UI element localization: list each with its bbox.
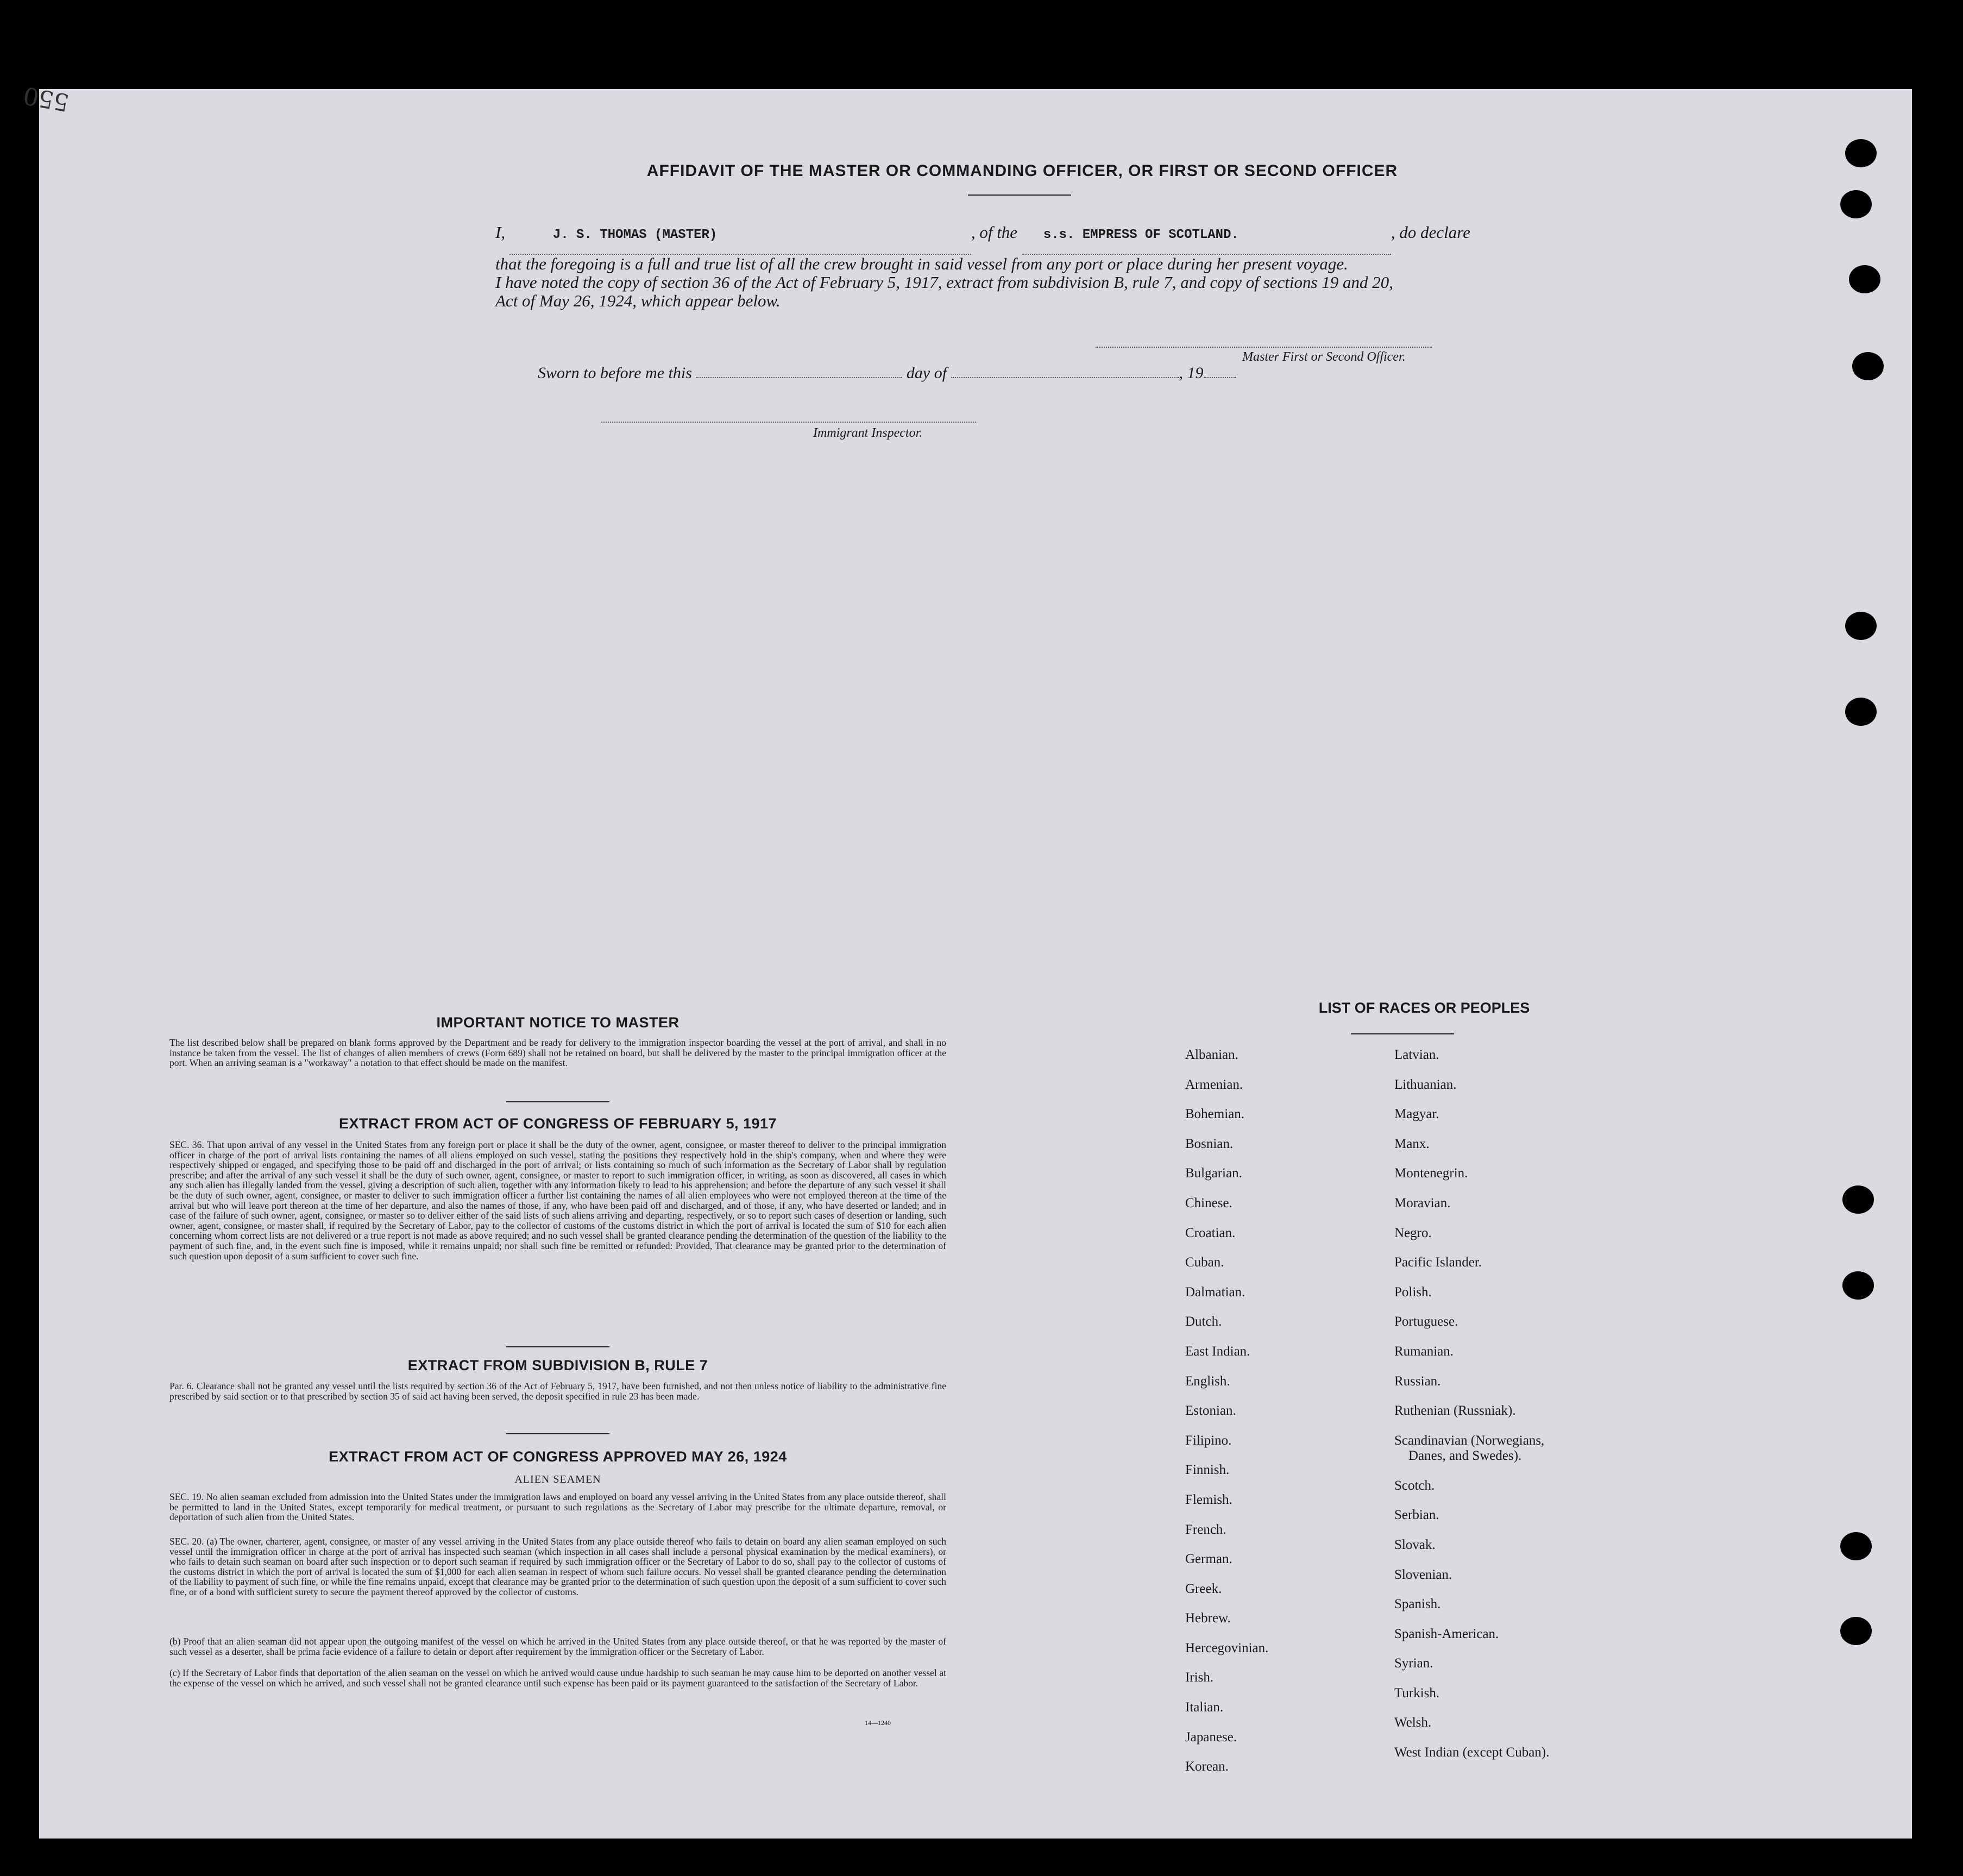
punch-hole — [1842, 1271, 1874, 1300]
extract-1917-title: EXTRACT FROM ACT OF CONGRESS OF FEBRUARY 5, 1917 — [338, 1115, 777, 1132]
extract-1917-text: SEC. 36. That upon arrival of any vessel in the United States from any foreign port or place it shall be the duty of the owner, agent, consignee, or master thereof to deliver to the principal immigration officer in charge of the port of arrival lists containing the names of all aliens employed on such vessel, stating the positions they respectively hold in the ship's company, when and where they were respectively shipped or engaged, and specifying those to be paid off and discharged in the port of arrival; or lists containing so much of such information as the Secretary of Labor shall by regulation prescribe; and after the arrival of any such vessel it shall be the duty of such owner, agent, consignee, or master to report to such immigration officer, in writing, as soon as discovered, all cases in which any such alien has illegally landed from the vessel, giving a description of such alien, together with any information likely to lead to his apprehension; and before the departure of any such vessel it shall be the duty of such owner, agent, consignee, or master to deliver to such immigration officer a further list containing the names of all alien employees who were not employed thereon at the time of the arrival but who will leave port thereon at the time of her departure, and also the names of those, if any, who have been paid off and discharged, and of those, if any, who have deserted or landed; and in case of the failure of such owner, agent, consignee, or master so to deliver either of the said lists of such aliens arriving and departing, respectively, or so to report such cases of desertion or landing, such owner, agent, consignee, or master shall, if required by the Secretary of Labor, pay to the collector of customs of the customs district in which the port of arrival is located the sum of $10 for each alien concerning whom correct lists are not delivered or a true report is not made as above required; and no such vessel shall be granted clearance pending the determination of the question of the liability to the payment of such fine, and, in the event such fine is imposed, while it remains unpaid; nor shall such fine be remitted or refunded: Provided, That clearance may be granted prior to the determination of such question upon deposit of a sum sufficient to cover such fine. — [169, 1139, 946, 1262]
race-item: Polish. — [1394, 1284, 1432, 1300]
race-item: West Indian (except Cuban). — [1394, 1745, 1550, 1760]
race-item: Latvian. — [1394, 1047, 1439, 1062]
sworn-year-field — [1204, 377, 1236, 378]
master-signature-line — [1096, 347, 1432, 348]
alien-seamen-subtitle: ALIEN SEAMEN — [514, 1473, 601, 1485]
declaration-line-1 — [495, 214, 1544, 255]
race-item: Scandinavian (Norwegians, — [1394, 1433, 1545, 1448]
rule7-text: Par. 6. Clearance shall not be granted any vessel until the lists required by section 36 of the Act of February 5, 1917, have been furnished, and not then unless notice of liability to the administrative fine prescribed by said section or to that prescribed by section 35 of said act having been served, the deposit specified in rule 23 has been made. — [169, 1381, 946, 1402]
sworn-line: Sworn to before me this day of , 19 — [538, 364, 1236, 382]
inspector-caption: Immigrant Inspector. — [813, 426, 923, 440]
race-item: Negro. — [1394, 1225, 1432, 1240]
races-title: LIST OF RACES OR PEOPLES — [1318, 1000, 1530, 1016]
races-title-rule — [1351, 1033, 1454, 1034]
races-right-column — [1394, 1047, 1549, 1775]
race-item: Portuguese. — [1394, 1314, 1458, 1329]
divider-2 — [506, 1346, 609, 1347]
divider-1 — [506, 1101, 609, 1102]
race-item: English. — [1185, 1373, 1230, 1389]
race-item: Manx. — [1394, 1136, 1430, 1151]
sec20a-text: SEC. 20. (a) The owner, charterer, agent, consignee, or master of any vessel arriving in the United States from any place outside thereof who fails to detain on board any alien seaman employed on such vessel until the immigration officer in charge at the port of arrival has inspected such seaman (which inspection in all cases shall include a personal physical examination by the medical examiners), or who fails to detain such seaman on board after such inspection or to deport such seaman if required by such immigration officer or the Secretary of Labor to do so, shall pay to the collector of customs of the customs district in which the port of arrival is located the sum of $1,000 for each alien seaman in respect of whom such failure occurs. No vessel shall be granted clearance pending the determination of the liability to payment of such fine, or while the fine remains unpaid, except that clearance may be granted prior to the determination of such question upon the deposit of a sum sufficient to cover such fine, or of a bond with sufficient surety to secure the payment thereof approved by the collector of customs. — [169, 1536, 946, 1597]
punch-hole — [1849, 265, 1880, 293]
race-item: Cuban. — [1185, 1255, 1224, 1270]
race-item: Bosnian. — [1185, 1136, 1234, 1151]
punch-hole — [1845, 612, 1877, 640]
race-item: Lithuanian. — [1394, 1077, 1457, 1092]
race-item: Syrian. — [1394, 1656, 1433, 1671]
race-item: Italian. — [1185, 1700, 1224, 1715]
race-item: Filipino. — [1185, 1433, 1232, 1448]
race-item: Danes, and Swedes). — [1408, 1448, 1522, 1463]
race-item: Estonian. — [1185, 1403, 1236, 1419]
punch-hole — [1840, 190, 1872, 218]
race-item: Greek. — [1185, 1581, 1222, 1596]
i-label: I, — [495, 223, 506, 242]
vessel-name-field: s.s. EMPRESS OF SCOTLAND. — [1022, 217, 1391, 255]
notice-title: IMPORTANT NOTICE TO MASTER — [436, 1014, 679, 1031]
race-item: Korean. — [1185, 1759, 1229, 1774]
notice-text: The list described below shall be prepared on blank forms approved by the Department and be ready for delivery to the immigration inspector boarding the vessel at the port of arrival, and shall in no instance be taken from the vessel. The list of changes of alien members of crews (Form 689) shall not be retained on board, but shall be delivered by the master to the principal immigration officer at the port. When an arriving seaman is a "workaway" a notation to that effect should be made on the manifest. — [169, 1037, 946, 1069]
rule7-title: EXTRACT FROM SUBDIVISION B, RULE 7 — [407, 1357, 708, 1373]
race-item: Rumanian. — [1394, 1344, 1454, 1359]
affidavit-title: AFFIDAVIT OF THE MASTER OR COMMANDING OFFICER, OR FIRST OR SECOND OFFICER — [646, 162, 1398, 180]
race-item: Albanian. — [1185, 1047, 1238, 1062]
do-declare-label: , do declare — [1391, 223, 1470, 242]
race-item: Scotch. — [1394, 1478, 1435, 1493]
sec20c-text: (c) If the Secretary of Labor finds that deportation of the alien seaman on the vessel on which he arrived would cause undue hardship to such seaman he may cause him to be deported on another vessel at the expense of the vessel on which he arrived, and such vessel shall not be granted clearance until such expense has been paid or its payment guaranteed to the satisfaction of the Secretary of Labor. — [169, 1667, 946, 1689]
race-item: Hercegovinian. — [1185, 1640, 1269, 1655]
race-item: Magyar. — [1394, 1107, 1439, 1122]
declaration-text — [495, 214, 1544, 310]
sworn-month-field — [951, 377, 1179, 378]
race-item: Russian. — [1394, 1373, 1441, 1389]
inspector-signature-line — [601, 422, 976, 423]
race-item: Moravian. — [1394, 1195, 1451, 1210]
race-item: Bulgarian. — [1185, 1166, 1242, 1181]
race-item: Flemish. — [1185, 1492, 1232, 1507]
race-item: Slovak. — [1394, 1537, 1436, 1552]
race-item: Slovenian. — [1394, 1567, 1452, 1582]
punch-hole — [1845, 139, 1877, 167]
race-item: Serbian. — [1394, 1508, 1439, 1523]
master-name-field: J. S. THOMAS (MASTER) — [509, 217, 971, 255]
master-signature-caption: Master First or Second Officer. — [1242, 350, 1406, 364]
title-rule — [968, 194, 1071, 196]
race-item: Montenegrin. — [1394, 1166, 1468, 1181]
margin-note: 550 — [21, 81, 71, 116]
sec20b-text: (b) Proof that an alien seaman did not appear upon the outgoing manifest of the vessel on which he arrived in the United States from any place outside thereof, or that he was reported by the master of such vessel as a deserter, shall be prima facie evidence of a failure to detain or deport after requirement by the immigration officer or the Secretary of Labor. — [169, 1636, 946, 1657]
sworn-day-field — [696, 377, 902, 378]
form-number: 14—1240 — [865, 1719, 891, 1727]
race-item: Bohemian. — [1185, 1107, 1245, 1122]
divider-3 — [506, 1433, 609, 1434]
race-item: Chinese. — [1185, 1195, 1232, 1210]
sec19-text: SEC. 19. No alien seaman excluded from admission into the United States under the immigration laws and employed on board any vessel arriving in the United States from any place outside thereof, shall be permitted to land in the United States, except temporarily for medical treatment, or pursuant to such regulations as the Secretary of Labor may prescribe for the ultimate departure, removal, or deportation of such alien from the United States. — [169, 1491, 946, 1523]
race-item: Croatian. — [1185, 1225, 1236, 1240]
declaration-line-4: Act of May 26, 1924, which appear below. — [495, 291, 781, 310]
race-item: Welsh. — [1394, 1715, 1432, 1730]
race-item: Pacific Islander. — [1394, 1255, 1482, 1270]
extract-1924-title: EXTRACT FROM ACT OF CONGRESS APPROVED MAY 26, 1924 — [329, 1448, 787, 1465]
race-item: Dalmatian. — [1185, 1284, 1245, 1300]
race-item: Turkish. — [1394, 1685, 1440, 1701]
punch-hole — [1840, 1532, 1872, 1560]
race-item: Dutch. — [1185, 1314, 1222, 1329]
race-item: Spanish. — [1394, 1597, 1441, 1612]
race-item: Armenian. — [1185, 1077, 1243, 1092]
race-item: Hebrew. — [1185, 1611, 1231, 1626]
race-item: Ruthenian (Russniak). — [1394, 1403, 1516, 1419]
punch-hole — [1852, 352, 1884, 380]
race-item: Spanish-American. — [1394, 1626, 1499, 1641]
race-item: French. — [1185, 1522, 1226, 1537]
punch-hole — [1845, 698, 1877, 726]
race-item: German. — [1185, 1552, 1232, 1567]
punch-hole — [1842, 1185, 1874, 1214]
races-left-column — [1185, 1047, 1268, 1789]
race-item: Finnish. — [1185, 1463, 1230, 1478]
declaration-line-2: that the foregoing is a full and true list of all the crew brought in said vessel from any port or place during her present voyage. — [495, 254, 1348, 273]
race-item: Japanese. — [1185, 1729, 1237, 1745]
declaration-line-3: I have noted the copy of section 36 of the Act of February 5, 1917, extract from subdivision B, rule 7, and copy of sections 19 and 20, — [495, 273, 1394, 292]
document-sheet — [21, 81, 1912, 1839]
race-item: Irish. — [1185, 1670, 1214, 1685]
punch-hole — [1840, 1617, 1872, 1645]
of-the-label: , of the — [971, 223, 1018, 242]
race-item: East Indian. — [1185, 1344, 1250, 1359]
